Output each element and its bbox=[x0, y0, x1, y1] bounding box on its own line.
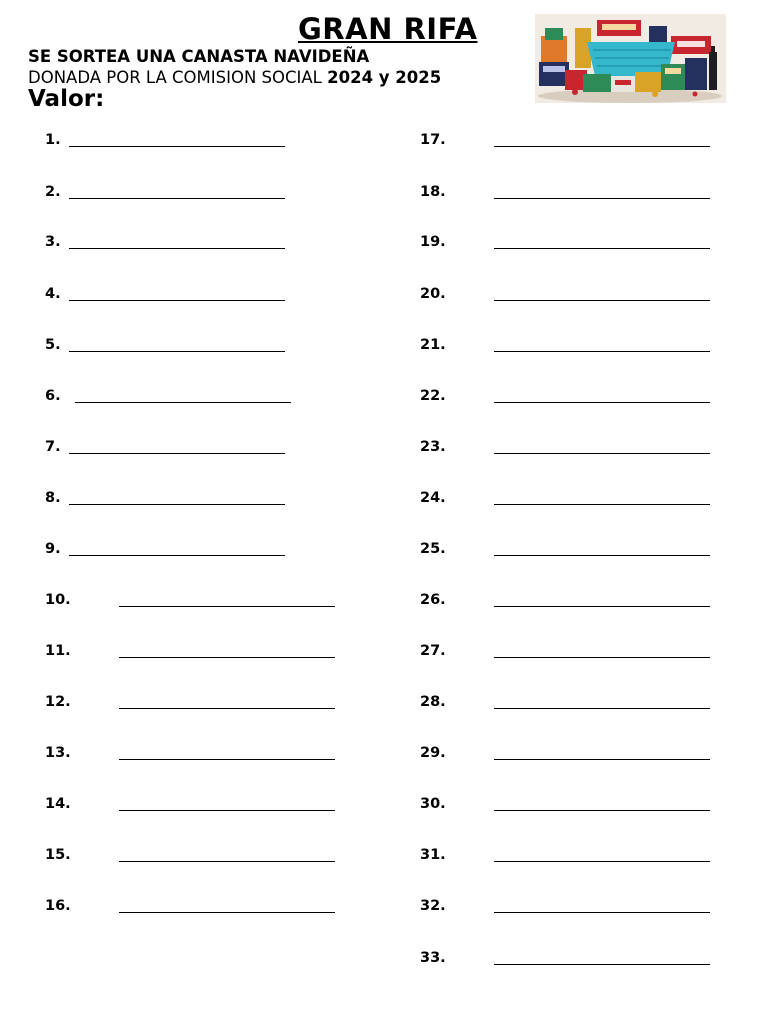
raffle-entry-33 bbox=[420, 950, 720, 970]
raffle-entry-20 bbox=[420, 286, 720, 306]
raffle-entry-12 bbox=[45, 694, 345, 714]
raffle-number: 21. bbox=[420, 337, 446, 353]
raffle-number: 23. bbox=[420, 439, 446, 455]
raffle-entry-11 bbox=[45, 643, 345, 663]
raffle-number: 10. bbox=[45, 592, 71, 608]
name-line bbox=[69, 351, 285, 352]
donor-line bbox=[28, 68, 441, 87]
raffle-entry-6 bbox=[45, 388, 345, 408]
raffle-entry-32 bbox=[420, 898, 720, 918]
raffle-number: 30. bbox=[420, 796, 446, 812]
raffle-number: 7. bbox=[45, 439, 61, 455]
raffle-number: 17. bbox=[420, 132, 446, 148]
raffle-title: GRAN RIFA bbox=[298, 12, 478, 46]
name-line bbox=[75, 402, 291, 403]
raffle-entry-13 bbox=[45, 745, 345, 765]
name-line bbox=[119, 606, 335, 607]
raffle-number: 16. bbox=[45, 898, 71, 914]
raffle-number: 31. bbox=[420, 847, 446, 863]
raffle-number: 20. bbox=[420, 286, 446, 302]
name-line bbox=[494, 964, 710, 965]
name-line bbox=[69, 555, 285, 556]
raffle-number: 19. bbox=[420, 234, 446, 250]
raffle-entry-8 bbox=[45, 490, 345, 510]
name-line bbox=[494, 861, 710, 862]
raffle-number: 13. bbox=[45, 745, 71, 761]
gift-basket-image bbox=[535, 14, 726, 103]
raffle-entry-21 bbox=[420, 337, 720, 357]
name-line bbox=[494, 555, 710, 556]
raffle-number: 26. bbox=[420, 592, 446, 608]
name-line bbox=[69, 504, 285, 505]
raffle-entry-4 bbox=[45, 286, 345, 306]
name-line bbox=[69, 248, 285, 249]
raffle-entry-22 bbox=[420, 388, 720, 408]
name-line bbox=[494, 453, 710, 454]
raffle-entry-7 bbox=[45, 439, 345, 459]
raffle-number: 15. bbox=[45, 847, 71, 863]
raffle-number: 1. bbox=[45, 132, 61, 148]
raffle-number: 2. bbox=[45, 184, 61, 200]
raffle-number: 4. bbox=[45, 286, 61, 302]
raffle-number: 29. bbox=[420, 745, 446, 761]
raffle-entry-19 bbox=[420, 234, 720, 254]
gift-basket-photo bbox=[535, 14, 726, 103]
name-line bbox=[494, 606, 710, 607]
name-line bbox=[494, 402, 710, 403]
raffle-entry-25 bbox=[420, 541, 720, 561]
raffle-entry-23 bbox=[420, 439, 720, 459]
name-line bbox=[494, 146, 710, 147]
name-line bbox=[69, 146, 285, 147]
raffle-number: 33. bbox=[420, 950, 446, 966]
raffle-number: 22. bbox=[420, 388, 446, 404]
name-line bbox=[494, 300, 710, 301]
name-line bbox=[494, 504, 710, 505]
raffle-number: 28. bbox=[420, 694, 446, 710]
raffle-number: 27. bbox=[420, 643, 446, 659]
raffle-entry-26 bbox=[420, 592, 720, 612]
raffle-number: 18. bbox=[420, 184, 446, 200]
raffle-entry-9 bbox=[45, 541, 345, 561]
raffle-entry-30 bbox=[420, 796, 720, 816]
name-line bbox=[119, 912, 335, 913]
name-line bbox=[494, 351, 710, 352]
name-line bbox=[494, 708, 710, 709]
prize-description: SE SORTEA UNA CANASTA NAVIDEÑA bbox=[28, 47, 370, 66]
name-line bbox=[494, 657, 710, 658]
name-line bbox=[69, 300, 285, 301]
raffle-entry-16 bbox=[45, 898, 345, 918]
name-line bbox=[494, 198, 710, 199]
raffle-number: 3. bbox=[45, 234, 61, 250]
name-line bbox=[69, 198, 285, 199]
name-line bbox=[119, 708, 335, 709]
donor-years: 2024 y 2025 bbox=[327, 68, 442, 87]
raffle-number: 5. bbox=[45, 337, 61, 353]
raffle-number: 6. bbox=[45, 388, 61, 404]
name-line bbox=[494, 248, 710, 249]
raffle-entry-31 bbox=[420, 847, 720, 867]
raffle-entry-24 bbox=[420, 490, 720, 510]
name-line bbox=[69, 453, 285, 454]
raffle-number: 24. bbox=[420, 490, 446, 506]
raffle-entry-2 bbox=[45, 184, 345, 204]
name-line bbox=[119, 759, 335, 760]
raffle-number: 12. bbox=[45, 694, 71, 710]
raffle-number: 11. bbox=[45, 643, 71, 659]
name-line bbox=[119, 657, 335, 658]
raffle-number: 32. bbox=[420, 898, 446, 914]
name-line bbox=[494, 759, 710, 760]
raffle-entry-5 bbox=[45, 337, 345, 357]
raffle-number: 8. bbox=[45, 490, 61, 506]
raffle-entry-10 bbox=[45, 592, 345, 612]
raffle-number: 14. bbox=[45, 796, 71, 812]
raffle-entry-29 bbox=[420, 745, 720, 765]
donor-text: DONADA POR LA COMISION SOCIAL bbox=[28, 68, 328, 87]
raffle-entry-28 bbox=[420, 694, 720, 714]
raffle-entry-15 bbox=[45, 847, 345, 867]
raffle-entry-1 bbox=[45, 132, 345, 152]
raffle-number: 9. bbox=[45, 541, 61, 557]
name-line bbox=[494, 810, 710, 811]
raffle-entry-18 bbox=[420, 184, 720, 204]
price-label: Valor: bbox=[28, 86, 105, 112]
raffle-entry-14 bbox=[45, 796, 345, 816]
name-line bbox=[119, 861, 335, 862]
name-line bbox=[494, 912, 710, 913]
raffle-number: 25. bbox=[420, 541, 446, 557]
name-line bbox=[119, 810, 335, 811]
raffle-entry-27 bbox=[420, 643, 720, 663]
raffle-entry-3 bbox=[45, 234, 345, 254]
raffle-entry-17 bbox=[420, 132, 720, 152]
